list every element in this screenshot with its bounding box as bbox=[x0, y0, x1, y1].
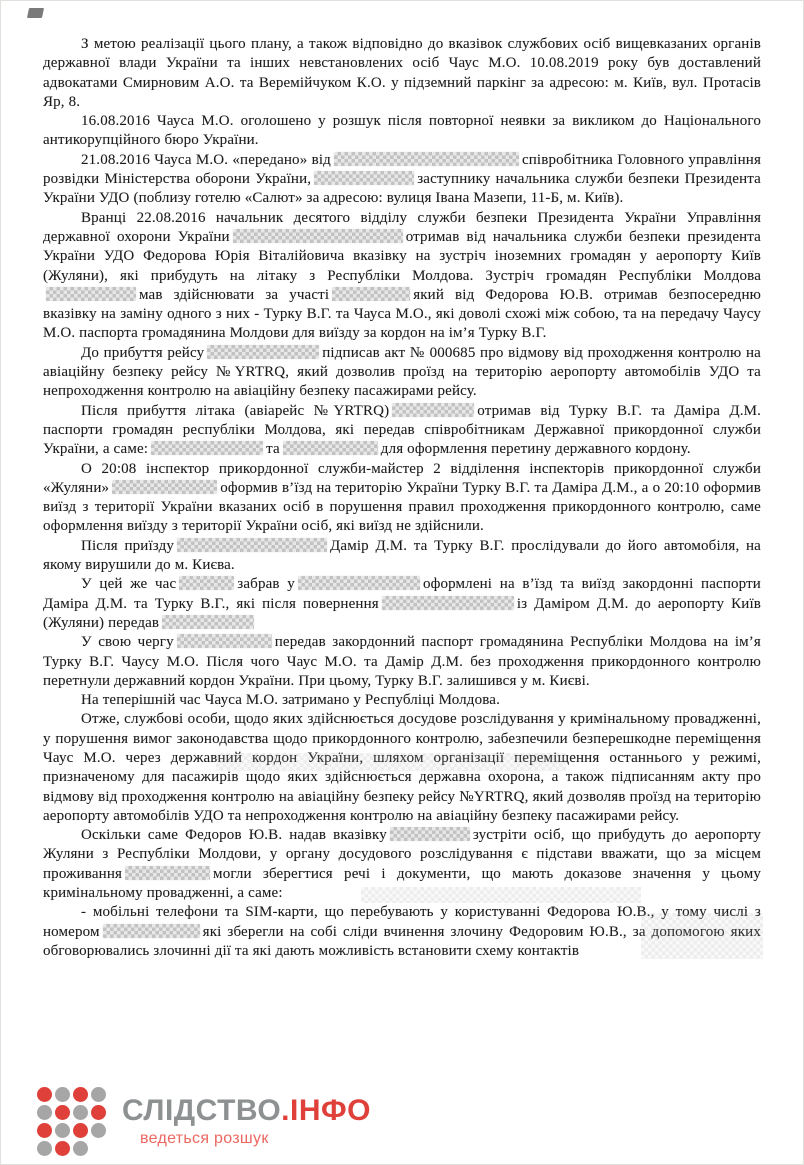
text-run: оформив в’їзд на територію України Турку В.Г. та Даміра Д.М., а о 20:10 оформив виїзд з території України вказаних осіб в порушення правил проходження прикордонного контролю, саме оформлення виїзду з території України осіб, які виїзд не здійснили. bbox=[43, 479, 761, 535]
logo-dot-row bbox=[37, 1105, 106, 1120]
redaction bbox=[332, 287, 410, 301]
document-body bbox=[43, 35, 761, 961]
text-run: Після приїзду bbox=[81, 537, 174, 554]
redaction bbox=[112, 480, 217, 494]
logo-dot-gray bbox=[55, 1087, 70, 1102]
footer-logo bbox=[37, 1087, 371, 1156]
logo-dot-row bbox=[37, 1087, 106, 1102]
logo-accent-text: .ІНФО bbox=[281, 1094, 371, 1127]
redaction bbox=[179, 576, 234, 590]
logo-title bbox=[122, 1095, 371, 1127]
redaction bbox=[177, 538, 327, 552]
text-run: отримав від начальника служби безпеки президента України УДО Федорова Юрія Віталійовича вказівку на зустріч іноземних громадян у аеропорту Київ (Жуляни), які прибудуть на літаку з Республіки Молдова. Зустріч громадян Республіки Молдова bbox=[43, 228, 761, 284]
logo-dot-red bbox=[55, 1141, 70, 1156]
logo-dot-red bbox=[37, 1087, 52, 1102]
logo-dot-row bbox=[37, 1123, 106, 1138]
text-run: забрав у bbox=[237, 576, 295, 593]
text-run: який від Федорова Ю.В. отримав безпосередню вказівку на заміну одного з них - Турку В.Г. та Чауса М.О., які доволі схожі між собою, та на передачу Чаусу М.О. паспорта громадянина Молдови для виїзду за кордон на ім’я Турку В.Г. bbox=[43, 286, 761, 342]
paragraph bbox=[43, 537, 761, 576]
redaction bbox=[298, 576, 420, 590]
redaction bbox=[334, 152, 519, 166]
text-run: Після прибуття літака (авіарейс №YRTRQ) bbox=[81, 402, 390, 419]
redaction bbox=[382, 596, 514, 610]
text-run: підписав акт № 000685 про відмову від проходження контролю на авіаційну безпеку рейсу №YRTRQ, який дозволив проїзд на територію аеропорту автомобілів УДО та непроходження контролю на авіаційну безпеку пасажирами рейсу. bbox=[43, 344, 761, 400]
paragraph bbox=[43, 826, 761, 903]
paragraph bbox=[43, 710, 761, 826]
logo-dot-row bbox=[37, 1141, 106, 1156]
text-run: Дамір Д.М. та Турку В.Г. прослідували до його автомобіля, на якому вирушили до м. Києва. bbox=[43, 537, 761, 574]
paragraph bbox=[43, 35, 761, 112]
text-run: отримав від Турку В.Г. та Даміра Д.М. паспорти громадян республіки Молдова, які передав співробітникам Державної прикордонної служби України, а саме: bbox=[43, 402, 762, 458]
text-run: із Даміром Д.М. до аеропорту Київ (Жуляни) передав bbox=[43, 595, 761, 631]
text-run: Оскільки саме Федоров Ю.В. надав вказівку bbox=[81, 827, 387, 844]
text-run: На теперішній час Чауса М.О. затримано у Республіці Молдова. bbox=[81, 692, 500, 709]
text-run: які зберегли на собі сліди вчинення злочину Федоровим Ю.В., за допомогою яких обговорювались злочинні дії та які дають можливість встановити схему контактів bbox=[43, 923, 761, 959]
redaction bbox=[233, 229, 403, 243]
logo-text-block bbox=[122, 1095, 371, 1148]
paragraph bbox=[43, 112, 761, 151]
text-run: мав здійснювати за участі bbox=[139, 286, 330, 303]
logo-dot-red bbox=[37, 1123, 52, 1138]
paragraph bbox=[43, 460, 761, 537]
logo-dot-gray bbox=[91, 1087, 106, 1102]
text-run: У свою чергу bbox=[81, 634, 174, 651]
logo-dot-red bbox=[73, 1087, 88, 1102]
text-run: - мобільні телефони та SIM-карти, що перебувають у користуванні Федорова Ю.В., у тому числі з номером bbox=[43, 904, 761, 940]
logo-dot-gray bbox=[37, 1141, 52, 1156]
redaction bbox=[125, 866, 210, 880]
text-run: До прибуття рейсу bbox=[81, 344, 205, 361]
logo-dot-red bbox=[55, 1105, 70, 1120]
paragraph bbox=[43, 575, 761, 633]
paragraph bbox=[43, 402, 761, 460]
logo-main-text: СЛІДСТВО bbox=[122, 1094, 282, 1127]
paragraph bbox=[43, 209, 761, 344]
paragraph bbox=[43, 151, 761, 209]
paragraph bbox=[43, 633, 761, 691]
logo-dots-icon bbox=[37, 1087, 106, 1156]
logo-dot-red bbox=[91, 1105, 106, 1120]
redaction bbox=[207, 345, 319, 359]
text-run: оформлені на в’їзд та виїзд закордонні паспорти Даміра Д.М. та Турку В.Г., які після повернення bbox=[43, 576, 761, 612]
logo-dot-gray bbox=[73, 1141, 88, 1156]
text-run: У цей же час bbox=[81, 576, 177, 593]
logo-dot-gray bbox=[73, 1105, 88, 1120]
redaction bbox=[46, 287, 136, 301]
paragraph bbox=[43, 691, 761, 710]
logo-dot-gray bbox=[91, 1123, 106, 1138]
text-run: зустріти осіб, що прибудуть до аеропорту Жуляни з Республіки Молдови, у органу досудового розслідування є підстави вважати, що за місцем проживання bbox=[43, 827, 761, 882]
text-run: та bbox=[266, 441, 280, 458]
redaction bbox=[390, 827, 470, 841]
scan-artifact bbox=[27, 8, 44, 18]
redaction bbox=[177, 634, 272, 648]
logo-dot-gray bbox=[37, 1105, 52, 1120]
text-run: Отже, службові особи, щодо яких здійснюється досудове розслідування у кримінальному провадженні, у порушення вимог законодавства щодо прикордонного контролю, забезпечили безперешкодне переміщення Чаус М.О. через державний кордон України, шляхом організації переміщення останнього у режимі, призначеному для пасажирів щодо яких здійснюється державна охорона, а також підписанням акту про відмову від проходження контролю на авіаційну безпеку рейсу №YRTRQ, який дозволяв проїзд на територію аеропорту автомобілів УДО та непроходження контролю на авіаційну безпеку пасажирами рейсу. bbox=[43, 711, 761, 824]
text-run: заступнику начальника служби безпеки Президента України УДО (поблизу готелю «Салют» за адресою: вулиця Івана Мазепи, 11-Б, м. Київ). bbox=[43, 171, 761, 207]
text-run: 16.08.2016 Чауса М.О. оголошено у розшук після повторної неявки за викликом до Національного антикорупційного бюро України. bbox=[43, 113, 761, 149]
logo-tagline: ведеться розшук bbox=[140, 1130, 269, 1147]
text-run: 21.08.2016 Чауса М.О. «передано» від bbox=[81, 151, 331, 168]
text-run: О 20:08 інспектор прикордонної служби-майстер 2 відділення інспекторів прикордонної служби «Жуляни» bbox=[43, 460, 761, 496]
logo-dot-red bbox=[73, 1123, 88, 1138]
redaction bbox=[103, 924, 200, 938]
text-run: для оформлення перетину державного кордону. bbox=[380, 441, 691, 458]
text-run: З метою реалізації цього плану, а також відповідно до вказівок службових осіб вищевказаних органів державної влади України та інших невстановлених осіб Чаус М.О. 10.08.2019 року був доставлений адвокатами Смирновим А.О. та Веремійчуком К.О. у підземний паркінг за адресою: м. Київ, вул. Протасів Яр, 8. bbox=[43, 36, 761, 110]
redaction bbox=[162, 615, 254, 629]
text-run: могли зберегтися речі і документи, що мають доказове значення у цьому кримінальному провадженні, а саме: bbox=[43, 865, 761, 902]
redaction bbox=[151, 441, 263, 455]
paragraph bbox=[43, 903, 761, 961]
text-run: Вранці 22.08.2016 начальник десятого відділу служби безпеки Президента України Управління державної охорони України bbox=[43, 209, 761, 245]
redaction bbox=[283, 441, 378, 455]
redaction bbox=[314, 171, 414, 185]
redaction bbox=[392, 403, 474, 417]
paragraph bbox=[43, 344, 761, 402]
logo-dot-gray bbox=[55, 1123, 70, 1138]
text-run: співробітника Головного управління розвідки Міністерства оборони України, bbox=[43, 151, 761, 188]
text-run: передав закордонний паспорт громадянина Республіки Молдова на ім’я Турку В.Г. Чаусу М.О. Після чого Чаус М.О. та Дамір Д.М. без проходження прикордонного контролю перетнули державний кордон України. При цьому, Турку В.Г. залишився у м. Києві. bbox=[43, 634, 761, 689]
